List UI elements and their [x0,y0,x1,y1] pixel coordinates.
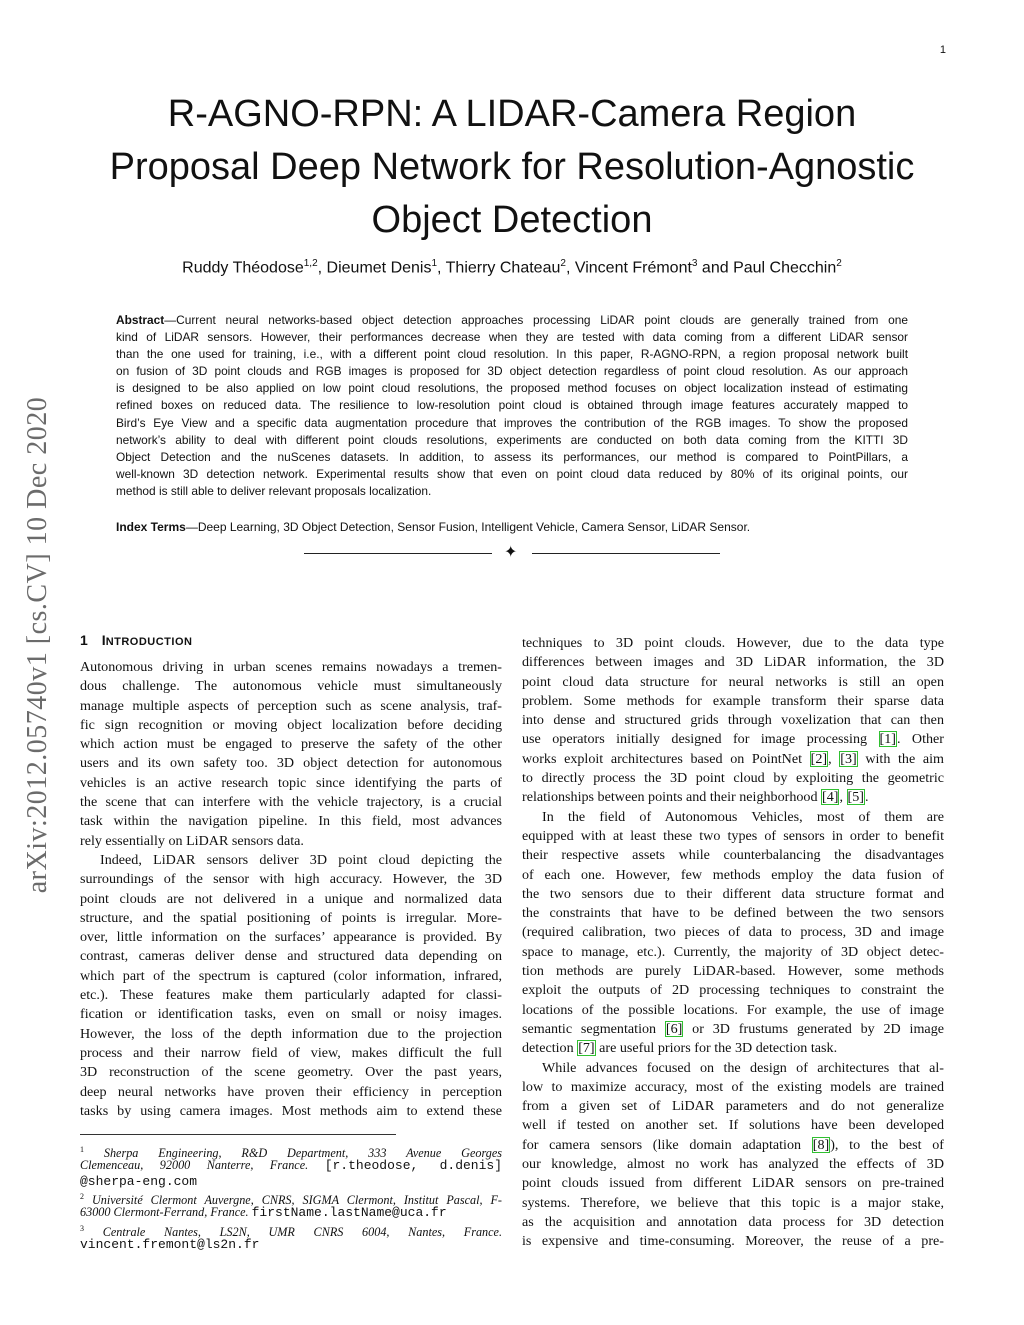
text-line: deep neural networks have proven their efficiency in perception [80,1083,502,1100]
citation-link[interactable]: [3] [840,750,857,767]
text-line: of each one. However, few methods employ the data fusion of [522,866,944,883]
separator-rule [532,553,720,554]
footnote-line: 63000 Clermont-Ferrand, France. firstName.lastName@uca.fr [80,1205,447,1221]
text-line: etc.). These features make them particularly adapted for classi- [80,987,502,1004]
text-line: exploit the outputs of 2D processing techniques to constraint the [522,982,944,999]
affiliation-marker: 1 [431,258,438,269]
text-line: works exploit architectures based on PointNet [2], [3] with the aim [522,750,945,767]
citation-link[interactable]: [4] [822,789,839,806]
author-name: , Thierry Chateau [437,259,561,277]
section-number: 1 [80,632,88,648]
footnote-line: $^2$ Université Clermont Auvergne, CNRS, SIGMA Clermont, Institut Pascal, F- [80,1192,502,1208]
text-line: manage multiple aspects of perception such as scene analysis, traf- [80,697,502,714]
author-name: , Vincent Frémont [565,259,692,277]
page-number: 1 [939,44,946,56]
abstract-line: kind of LiDAR sensors. However, their performances decrease when they are tested with data coming from a different LiDAR sensor [116,330,908,345]
footnote-marker: 2 [80,1192,84,1202]
email-address[interactable]: @sherpa-eng.com [80,1173,198,1189]
index-terms [116,520,908,534]
author-list [80,258,944,277]
title-line: Object Detection [371,199,653,241]
text-line: which action must be engaged to preserve the safety of the other [80,736,502,753]
text-line: contrast, cameras deliver dense and structured data depending on [80,948,502,965]
text-line: fic sign recognition or moving object localization before deciding [80,716,502,733]
text-line: from a given set of LiDAR parameters and do not generalize [522,1098,944,1115]
author-name: Ruddy Théodose [182,259,304,277]
citation-link[interactable]: [2] [810,750,828,767]
title-line: R-AGNO-RPN: A LIDAR-Camera Region [167,93,857,135]
separator-diamond-icon: ✦ [504,544,518,561]
text-line: vehicles is an active research topic since identifying the parts of [80,774,502,791]
abstract-line: method is still able to deliver relevant proposals localization. [116,483,432,498]
text-line: tasks by using camera images. Most methods aim to extend these [80,1102,502,1119]
text-line: rely essentially on LiDAR sensors data. [80,832,304,849]
affiliation-marker: 2 [836,258,842,269]
text-line: relationships between points and their neighborhood [4], [5]. [522,789,869,806]
footnotes [80,1142,502,1253]
text-line: point clouds issued from different LiDAR sensors on pre-trained [522,1175,944,1192]
text-line: their respective assets while counterbalancing the disadvantages [522,847,944,864]
title-line: Proposal Deep Network for Resolution-Agnostic [109,146,915,188]
footnote-rule [80,1134,396,1135]
citation-link[interactable]: [7] [578,1040,595,1057]
affiliation-marker: 2 [560,258,566,269]
left-column [80,658,502,1121]
affiliation-marker: 1,2 [303,258,318,269]
text-line: space to manage, etc.). Currently, the majority of 3D object detec- [522,943,944,960]
author-name: , Dieumet Denis [317,259,432,277]
text-line: differences between images and 3D LiDAR information, the 3D [522,654,944,671]
abstract-line: refined boxes on reduced data. The resilience to low-resolution point cloud is obtained through image features accurately mapped to [116,398,908,413]
email-address[interactable]: [r.theodose, d.denis] [324,1157,503,1173]
text-line: problem. Some methods for example transform their sparse data [522,692,944,709]
text-line: which part of the spectrum is captured (color information, infrared, [80,967,502,984]
footnote-line: $^1$ Sherpa Engineering, R&D Department, 333 Avenue Georges [80,1145,502,1161]
separator-rule [304,553,492,554]
text-line: However, the loss of the depth information due to the projection [80,1025,502,1042]
footnote-line: Clemenceau, 92000 Nanterre, France. [r.theodose, d.denis] [80,1157,503,1173]
citation-link[interactable]: [5] [847,789,864,806]
text-line: well if tested on another set. If solutions have been developed [522,1117,944,1134]
text-line: equipped with at least these two types of sensors in order to benefit [522,827,944,844]
abstract-line: network’s ability to deal with different point clouds resolutions, experiments are conducted on both data coming from the KITTI 3D [116,432,908,447]
citation-link[interactable]: [1] [879,731,896,748]
section-separator [304,544,720,564]
text-line: techniques to 3D point clouds. However, due to the data type [522,635,944,651]
text-line: point cloud data structure for neural networks is still an open [522,673,944,690]
email-address[interactable]: vincent.fremont@ls2n.fr [80,1236,260,1252]
text-line: While advances focused on the design of architectures that al- [542,1059,944,1076]
right-column [522,634,944,1252]
text-line: 3D reconstruction of the scene geometry. Over the past years, [80,1064,502,1081]
arxiv-identifier[interactable]: arXiv:2012.05740v1 [cs.CV] 10 Dec 2020 [22,396,54,894]
text-line: fication or identification tasks, even on small or noisy images. [80,1006,502,1023]
text-line: task within the navigation pipeline. In this field, most advances [80,813,502,830]
text-line: users and its own safety too. 3D object detection for autonomous [80,755,502,772]
text-line: surroundings of the sensor with high accuracy. However, the 3D [80,871,502,888]
author-name: and Paul Checchin [697,259,837,277]
footnote-line: $^3$ Centrale Nantes, LS2N, UMR CNRS 6004, Nantes, France. [80,1223,502,1240]
abstract-line: Bird’s Eye View and a specific data augmentation procedure that improves the contribution of the RGB images. To show the proposed [116,415,908,430]
text-line: detection [7] are useful priors for the 3D detection task. [522,1040,838,1057]
email-address[interactable]: firstName.lastName@uca.fr [251,1205,447,1221]
index-terms-text: —Deep Learning, 3D Object Detection, Sensor Fusion, Intelligent Vehicle, Camera Sensor, LiDAR Sensor. [185,520,751,534]
section-heading [80,632,192,648]
abstract-line: on fusion of 3D point clouds and RGB images is proposed for 3D object detection regardless of point cloud resolution. As our approach [116,364,908,379]
abstract-line: than the one used for training, i.e., with a different point cloud resolution. In this paper, R-AGNO-RPN, a region proposal network built [116,347,908,362]
text-line: process and their narrow field of view, makes difficult the full [80,1044,502,1061]
abstract-label: Abstract [116,313,165,327]
citation-link[interactable]: [8] [812,1136,830,1153]
index-terms-label: Index Terms [116,520,186,534]
text-line: Autonomous driving in urban scenes remains nowadays a tremen- [80,659,502,675]
text-line: over, little information on the surfaces’ appearance is provided. By [80,929,502,946]
text-line: Indeed, LiDAR sensors deliver 3D point cloud depicting the [100,851,502,868]
abstract-line: well-known 3D detection network. Experimental results show that even on point cloud data reduced by 80% of its original points, our [116,466,908,481]
text-line: to directly process the 3D point cloud by exploiting the geometric [522,770,944,787]
text-line: the constraints that have to be defined between the two sensors [522,905,944,922]
abstract-line: is designed to be also applied on low point cloud resolutions, the proposed method focuses on object localization instead of estimating [116,381,908,396]
abstract [116,312,908,500]
text-line: tion methods are purely LiDAR-based. However, some methods [522,963,944,980]
paper-title [80,88,944,247]
text-line: systems. Therefore, we believe that this topic is a major stake, [522,1194,944,1211]
text-line: for camera sensors (like domain adaptation [8]), to the best of [522,1136,944,1153]
text-line: dous challenge. The autonomous vehicle must simultaneously [80,678,502,695]
citation-link[interactable]: [6] [665,1020,683,1037]
text-line: into dense and structured grids through voxelization that can then [522,712,944,729]
text-line: In the field of Autonomous Vehicles, most of them are [542,808,944,825]
section-title-initial: I [101,632,106,648]
text-line: (required calibration, two pieces of data to process, 3D and image [522,924,944,941]
text-line: as the acquisition and annotation data process for 3D detection [522,1213,944,1230]
section-title-rest: NTRODUCTION [105,636,193,648]
text-line: semantic segmentation [6] or 3D frustums generated by 2D image [522,1020,944,1037]
footnote-marker: 1 [80,1145,84,1154]
text-line: use operators initially designed for image processing [1]. Other [522,731,945,748]
text-line: is expensive and time-consuming. Moreover, the reuse of a pre- [522,1233,944,1250]
footnote-line [80,1237,502,1253]
text-line: our knowledge, almost no work has analyzed the effects of 3D [522,1156,944,1173]
text-line: the two sensors due to their different data structure format and [522,885,944,902]
text-line: the scene that can interfere with the vehicle trajectory, is a crucial [80,794,502,811]
affiliation-marker: 3 [691,258,698,269]
arxiv-stamp [8,346,68,944]
text-line: locations of the possible locations. For example, the use of image [522,1001,944,1018]
text-line: low to maximize accuracy, most of the existing models are trained [522,1078,944,1095]
footnote-marker: 3 [80,1223,84,1233]
text-line: point clouds are not delivered in a unique and normalized data [80,890,502,907]
abstract-line: Abstract—Current neural networks-based object detection approaches processing LiDAR point clouds are generally trained from one [116,313,908,327]
text-line: structure, and the spatial positioning of points is irregular. More- [80,909,502,926]
footnote-line [80,1174,502,1190]
abstract-line: Object Detection and the nuScenes datasets. In addition, to assess its performances, our method is compared to PointPillars, a [116,449,908,464]
